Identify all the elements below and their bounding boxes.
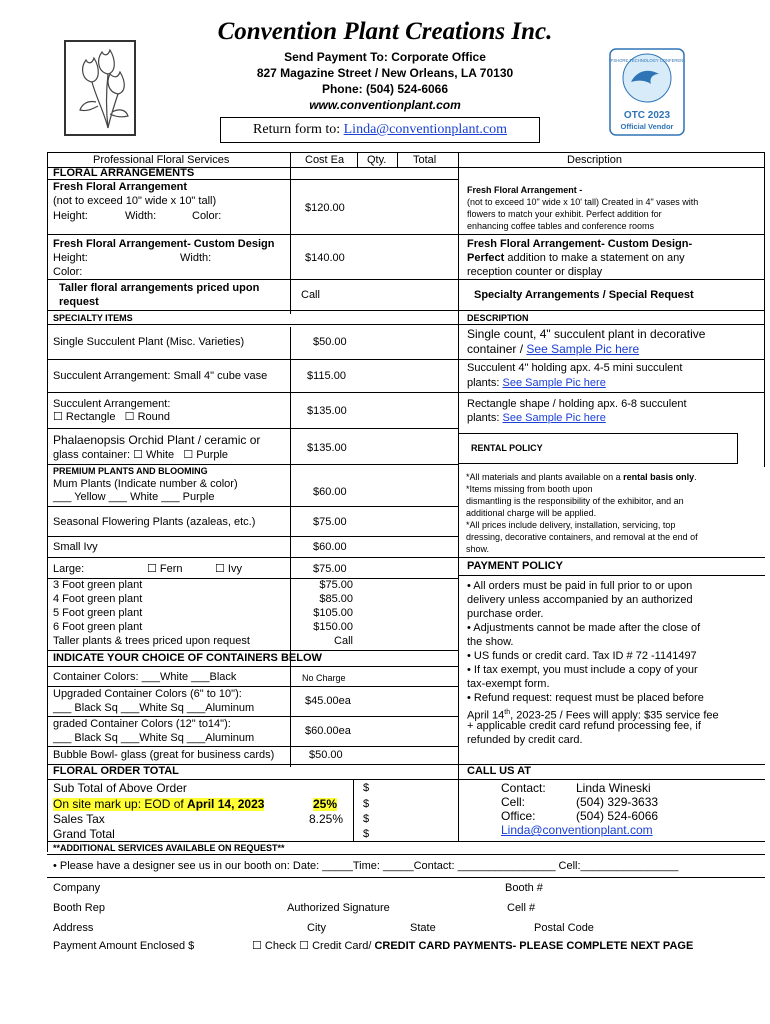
otc-badge: [609, 48, 685, 136]
p8-price: $150.00: [313, 621, 353, 633]
address: 827 Magazine Street / New Orleans, LA 70130: [256, 66, 514, 80]
s4-opt-white[interactable]: White: [146, 449, 175, 461]
item3-desc: Specialty Arrangements / Special Request: [474, 289, 694, 301]
item1-price: $120.00: [305, 202, 345, 214]
p4-price: $75.00: [313, 563, 347, 575]
s3-name: Succulent Arrangement:: [53, 398, 171, 410]
section-order-total: FLORAL ORDER TOTAL: [53, 765, 179, 777]
c3-price: $60.00ea: [305, 725, 351, 737]
return-form-box: [220, 117, 540, 143]
c4-name: Bubble Bowl- glass (great for business cards): [53, 749, 275, 761]
item2-desc1: Perfect addition to make a statement on any: [467, 252, 685, 264]
credit-option[interactable]: ☐ Credit Card/: [299, 940, 372, 952]
p1-name: Mum Plants (Indicate number & color): [53, 478, 238, 490]
p9-price: Call: [334, 635, 353, 647]
phone: Phone: (504) 524-6066: [321, 82, 449, 96]
s3-price: $135.00: [307, 405, 347, 417]
badge-top-text: OFFSHORE TECHNOLOGY CONFERENCE: [609, 58, 685, 63]
s1-name: Single Succulent Plant (Misc. Varieties): [53, 336, 245, 348]
item3-line1: Taller floral arrangements priced upon: [59, 282, 260, 294]
c3-name1: graded Container Colors (12" to14"):: [53, 718, 231, 730]
p4-name: Large:: [53, 563, 85, 575]
p7-name: 5 Foot green plant: [53, 607, 143, 619]
section-floral: FLORAL ARRANGEMENTS: [53, 167, 195, 179]
contact-label: Contact:: [501, 781, 546, 795]
s3-sample-link[interactable]: See Sample Pic here: [502, 412, 606, 424]
s4-price: $135.00: [307, 442, 347, 454]
office-number: (504) 524-6066: [576, 809, 659, 823]
state-field[interactable]: State: [410, 922, 436, 934]
p5-price: $75.00: [319, 579, 353, 591]
item2-price: $140.00: [305, 252, 345, 264]
send-to: Send Payment To: Corporate Office: [284, 50, 486, 64]
subtotal-dollar: $: [363, 782, 370, 794]
p9-name: Taller plants & trees priced upon request: [53, 635, 250, 647]
item2-desc2: reception counter or display: [467, 266, 603, 278]
item1-height: Height:: [53, 210, 88, 222]
p7-price: $105.00: [313, 607, 353, 619]
item1-desc1: (not to exceed 10" wide x 10' tall) Created in 4" vases with: [467, 197, 699, 207]
website: www.conventionplant.com: [309, 98, 461, 112]
rental-policy-box: [458, 433, 738, 464]
item1-desc2: flowers to match your exhibit. Perfect addition for: [467, 209, 662, 219]
tulip-logo: [64, 40, 136, 136]
c1-price: No Charge: [302, 673, 346, 683]
s3-options: ☐ Rectangle ☐ Round: [53, 411, 170, 423]
p6-name: 4 Foot green plant: [53, 593, 143, 605]
section-premium: PREMIUM PLANTS AND BLOOMING: [53, 466, 208, 476]
tax-label: Sales Tax: [53, 812, 105, 826]
contact-email-link[interactable]: Linda@conventionplant.com: [501, 823, 653, 837]
s4-opt-purple[interactable]: Purple: [196, 449, 229, 461]
pp-l4: • Adjustments cannot be made after the close of: [467, 622, 701, 634]
payment-policy-title: PAYMENT POLICY: [467, 560, 563, 572]
pp-l11: + applicable credit card refund processing fee, if: [467, 720, 701, 732]
rental-l3: dismantling is the responsibility of the exhibitor, and an: [466, 496, 684, 506]
col-qty: Qty.: [367, 154, 387, 166]
p8-name: 6 Foot green plant: [53, 621, 143, 633]
p5-name: 3 Foot green plant: [53, 579, 143, 591]
call-us-title: CALL US AT: [467, 765, 531, 777]
item1-width: Width:: [125, 210, 157, 222]
s2-price: $115.00: [307, 370, 346, 382]
pp-l6: • US funds or credit card. Tax ID # 72 -1141497: [467, 650, 697, 662]
item1-color: Color:: [192, 210, 222, 222]
rental-l4: additional charge will be applied.: [466, 508, 597, 518]
section-containers: INDICATE YOUR CHOICE OF CONTAINERS BELOW: [53, 652, 322, 664]
company-field[interactable]: Company: [53, 882, 101, 894]
item3-price: Call: [301, 289, 320, 301]
tulip-icon: [66, 42, 134, 134]
col-total: Total: [413, 154, 437, 166]
pp-l8: tax-exempt form.: [467, 678, 550, 690]
s1-price: $50.00: [313, 336, 347, 348]
badge-year: OTC 2023: [623, 110, 671, 121]
markup-rate: 25%: [313, 797, 338, 811]
p4-opt-fern[interactable]: ☐ Fern: [147, 563, 183, 575]
additional-title: **ADDITIONAL SERVICES AVAILABLE ON REQUEST**: [53, 843, 285, 853]
city-field[interactable]: City: [307, 922, 326, 934]
specialty-desc-header: DESCRIPTION: [467, 313, 529, 323]
booth-field[interactable]: Booth #: [505, 882, 543, 894]
item2-width: Width:: [180, 252, 212, 264]
cell-label: Cell:: [501, 795, 526, 809]
s4-name1: Phalaenopsis Orchid Plant / ceramic or: [53, 433, 261, 447]
p1-options: ___ Yellow ___ White ___ Purple: [53, 491, 215, 503]
item2-name: Fresh Floral Arrangement- Custom Design: [53, 238, 275, 250]
col-services: Professional Floral Services: [93, 154, 230, 166]
s3-desc2: plants: See Sample Pic here: [467, 412, 606, 424]
pp-l7: • If tax exempt, you must include a copy of your: [467, 664, 698, 676]
s1-desc2: container / See Sample Pic here: [467, 342, 640, 356]
c2-name2: ___ Black Sq ___White Sq ___Aluminum: [53, 702, 255, 714]
address-field[interactable]: Address: [53, 922, 94, 934]
col-cost: Cost Ea: [305, 154, 345, 166]
c2-price: $45.00ea: [305, 695, 351, 707]
cell-field[interactable]: Cell #: [507, 902, 536, 914]
payment-amount-field[interactable]: Payment Amount Enclosed $: [53, 940, 195, 952]
section-specialty: SPECIALTY ITEMS: [53, 313, 133, 323]
s1-sample-link[interactable]: See Sample Pic here: [526, 342, 640, 356]
p6-price: $85.00: [319, 593, 353, 605]
order-form: [47, 152, 765, 952]
item3-line2: request: [59, 296, 99, 308]
pp-l9: • Refund request: request must be placed before: [467, 692, 704, 704]
item1-sub: (not to exceed 10" wide x 10" tall): [53, 195, 217, 207]
tax-dollar: $: [363, 813, 370, 825]
col-description: Description: [567, 154, 623, 166]
s2-desc1: Succulent 4" holding apx. 4-5 mini succulent: [467, 362, 683, 374]
s2-sample-link[interactable]: See Sample Pic here: [502, 377, 606, 389]
c1-name: Container Colors: ___White ___Black: [53, 671, 237, 683]
subtotal-label: Sub Total of Above Order: [53, 781, 187, 795]
s2-name: Succulent Arrangement: Small 4" cube vase: [53, 370, 268, 382]
cell-number: (504) 329-3633: [576, 795, 659, 809]
grand-total-label: Grand Total: [53, 827, 115, 841]
auth-signature-field[interactable]: Authorized Signature: [287, 902, 390, 914]
rental-l7: show.: [466, 544, 490, 554]
c4-price: $50.00: [309, 749, 343, 761]
s4-name2: glass container: ☐ White ☐ Purple: [53, 449, 229, 461]
office-label: Office:: [501, 809, 536, 823]
postal-field[interactable]: Postal Code: [534, 922, 594, 934]
tax-rate: 8.25%: [309, 812, 344, 826]
item2-height: Height:: [53, 252, 88, 264]
markup-label: On site mark up: EOD of April 14, 2023: [53, 797, 265, 811]
item1-name: Fresh Floral Arrangement: [53, 181, 188, 193]
payment-options: [252, 940, 693, 953]
rental-l5: *All prices include delivery, installation, servicing, top: [466, 520, 676, 530]
return-label: Return form to:: [253, 122, 341, 137]
booth-rep-field[interactable]: Booth Rep: [53, 902, 105, 914]
rental-l2: *Items missing from booth upon: [466, 484, 593, 494]
c2-name1: Upgraded Container Colors (6" to 10"):: [53, 688, 242, 700]
markup-dollar: $: [363, 798, 370, 810]
cc-note: CREDIT CARD PAYMENTS- PLEASE COMPLETE NEXT PAGE: [374, 940, 694, 952]
badge-vendor: Official Vendor: [620, 122, 674, 131]
company-title: Convention Plant Creations Inc.: [217, 18, 553, 45]
pp-l3: purchase order.: [467, 608, 544, 620]
check-option[interactable]: ☐ Check: [252, 940, 297, 952]
item2-color: Color:: [53, 266, 83, 278]
pp-l2: delivery unless accompanied by an authorized: [467, 594, 693, 606]
s1-desc1: Single count, 4" succulent plant in decorative: [467, 327, 706, 341]
rental-l1: *All materials and plants available on a rental basis only.: [466, 472, 697, 482]
item1-desc-title: Fresh Floral Arrangement -: [467, 185, 583, 195]
s3-desc1: Rectangle shape / holding apx. 6-8 succulent: [467, 398, 687, 410]
pp-l10: April 14th, 2023-25 / Fees will apply: $35 service fee: [467, 709, 719, 722]
p3-name: Small Ivy: [53, 541, 98, 553]
p2-price: $75.00: [313, 516, 347, 528]
s2-desc2: plants: See Sample Pic here: [467, 377, 606, 389]
contact-name: Linda Wineski: [576, 781, 651, 795]
p4-opt-ivy[interactable]: ☐ Ivy: [215, 563, 242, 575]
grand-total-dollar: $: [363, 828, 370, 840]
item2-desc-title: Fresh Floral Arrangement- Custom Design-: [467, 238, 693, 250]
p1-price: $60.00: [313, 486, 347, 498]
designer-request[interactable]: • Please have a designer see us in our booth on: Date: _____Time: _____Contact: ________________ Cell:________________: [53, 860, 679, 872]
pp-l12: refunded by credit card.: [467, 734, 583, 746]
c3-name2: ___ Black Sq ___White Sq ___Aluminum: [53, 732, 255, 744]
pp-l5: the show.: [467, 636, 514, 648]
s3-opt-rectangle[interactable]: Rectangle: [65, 411, 116, 423]
rental-title: RENTAL POLICY: [471, 443, 543, 453]
rental-l6: dressing, decorative containers, and removal at the end of: [466, 532, 698, 542]
s3-opt-round[interactable]: Round: [137, 411, 170, 423]
p2-name: Seasonal Flowering Plants (azaleas, etc.): [53, 516, 256, 528]
p3-price: $60.00: [313, 541, 347, 553]
return-email-link[interactable]: Linda@conventionplant.com: [343, 122, 507, 137]
item1-desc3: enhancing coffee tables and conference rooms: [467, 221, 654, 231]
pp-l1: • All orders must be paid in full prior to or upon: [467, 580, 693, 592]
